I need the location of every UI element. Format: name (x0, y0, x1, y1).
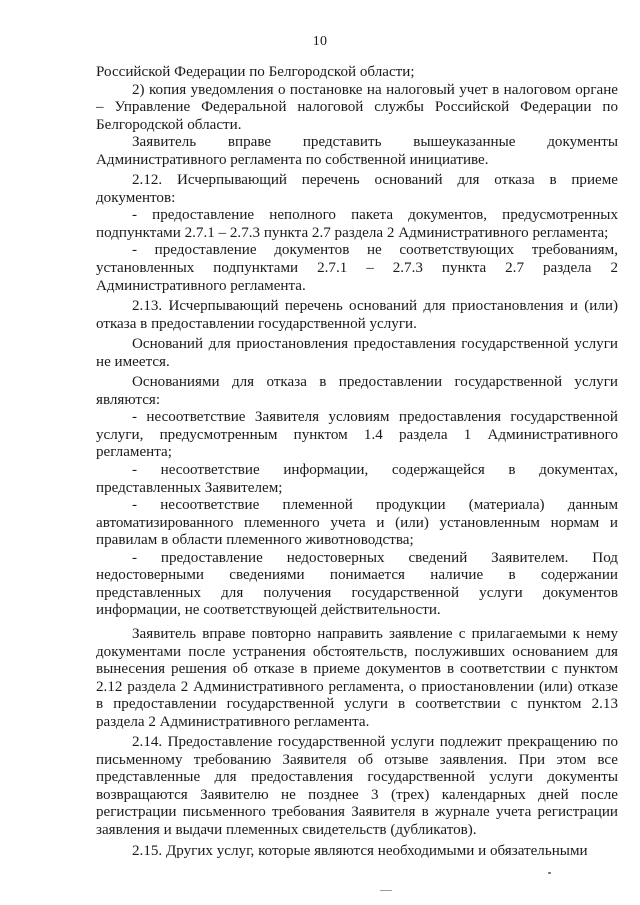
paragraph-item-2-copy: 2) копия уведомления о постановке на налоговый учет в налоговом органе – Управление Федеральной налоговой службы Российской Федерации по Белгородской области. (96, 81, 618, 133)
scan-speck (380, 890, 392, 891)
list-item-false-info: - предоставление недостоверных сведений Заявителем. Под недостоверными сведениями понимается наличие в содержании представленных для получения государственной услуги документов информации, не соответствующей действительности. (96, 549, 618, 619)
list-item-info-mismatch: - несоответствие информации, содержащейся в документах, представленных Заявителем; (96, 462, 618, 496)
paragraph-no-suspension: Оснований для приостановления предоставления государственной услуги не имеется. (96, 336, 618, 370)
list-item-nonconforming-documents: - предоставление документов не соответствующих требованиям, установленных подпунктами 2.7.1 – 2.7.3 пункта 2.7 раздела 2 Административного регламента. (96, 242, 618, 294)
list-item-incomplete-package: - предоставление неполного пакета документов, предусмотренных подпунктами 2.7.1 – 2.7.3 пункта 2.7 раздела 2 Административного регламента; (96, 207, 618, 241)
document-body (96, 64, 618, 860)
paragraph-refusal-grounds: Основаниями для отказа в предоставлении государственной услуги являются: (96, 374, 618, 408)
page-number: 10 (312, 34, 328, 49)
paragraph-applicant-right: Заявитель вправе представить вышеуказанные документы Административного регламента по собственной инициативе. (96, 134, 618, 168)
paragraph-2-15: 2.15. Других услуг, которые являются необходимыми и обязательными (132, 842, 588, 859)
paragraph-resubmission: Заявитель вправе повторно направить заявление с прилагаемыми к нему документами после устранения обстоятельств, послуживших основанием для вынесения решения об отказе в приеме документов в соответствии с пунктом 2.12 раздела 2 Административного регламента, о приостановлении (или) отказе в предоставлении государственной услуги в соответствии с пунктом 2.13 раздела 2 Административного регламента. (96, 625, 618, 730)
scan-speck (548, 872, 551, 874)
paragraph-2-13: 2.13. Исчерпывающий перечень оснований для приостановления и (или) отказа в предоставлении государственной услуги. (96, 298, 618, 332)
paragraph-2-12: 2.12. Исчерпывающий перечень оснований для отказа в приеме документов: (96, 172, 618, 206)
paragraph-2-14: 2.14. Предоставление государственной услуги подлежит прекращению по письменному требованию Заявителя об отзыве заявления. При этом все представленные для предоставления государственной услуги документы возвращаются Заявителю не позднее 3 (трех) календарных дней после регистрации письменного требования Заявителя в журнале учета регистрации заявления и выдачи племенных свидетельств (дубликатов). (96, 734, 618, 838)
list-item-applicant-mismatch: - несоответствие Заявителя условиям предоставления государственной услуги, предусмотренным пунктом 1.4 раздела 1 Административного регламента; (96, 409, 618, 461)
list-item-breeding-mismatch: - несоответствие племенной продукции (материала) данным автоматизированного племенного учета и (или) установленным нормам и правилам в области племенного животноводства; (96, 497, 618, 549)
paragraph-continuation: Российской Федерации по Белгородской области; (96, 64, 415, 80)
